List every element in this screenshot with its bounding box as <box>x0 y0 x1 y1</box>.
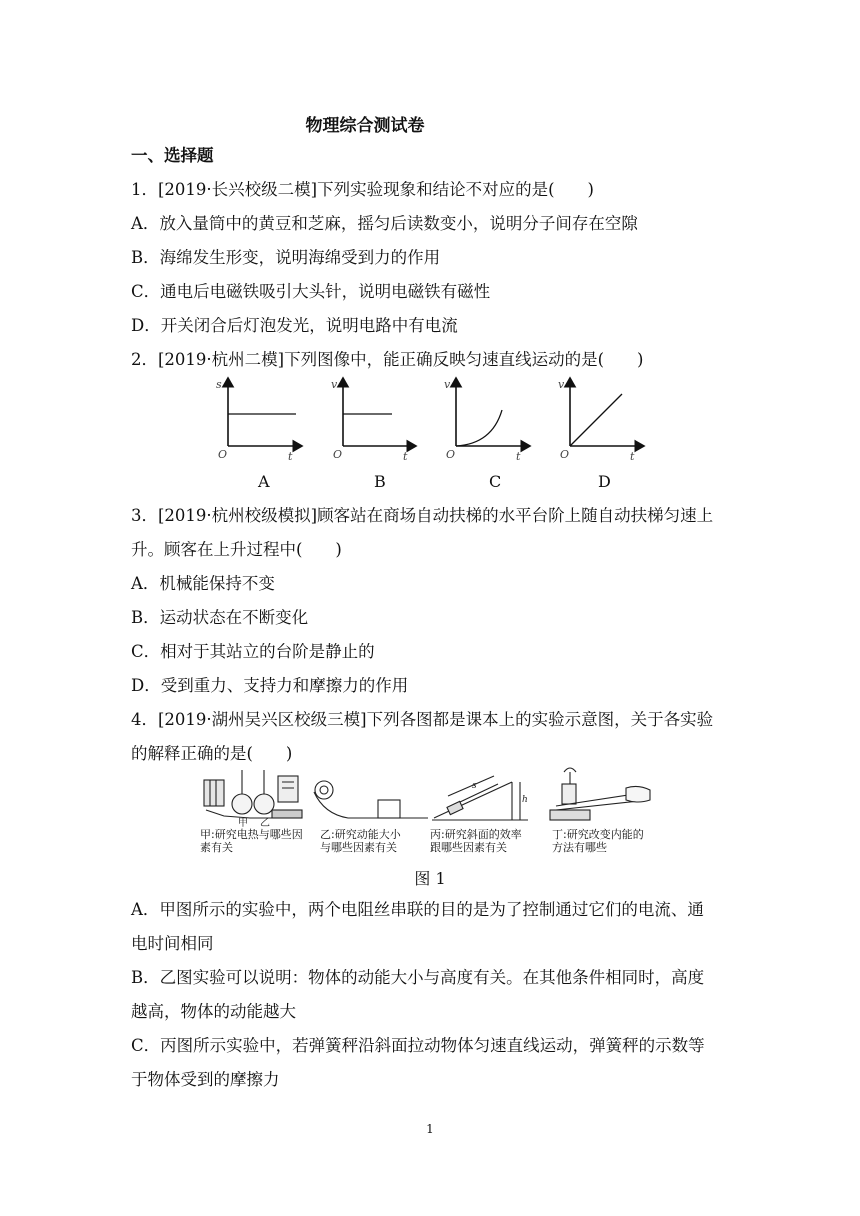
q3-option-d: D．受到重力、支持力和摩擦力的作用 <box>131 676 409 695</box>
q4-option-a-line1: A．甲图所示的实验中，两个电阻丝串联的目的是为了控制通过它们的电流、通 <box>131 900 704 919</box>
graph-a-x-label: t <box>288 450 293 463</box>
q4-option-c-line1: C．丙图所示实验中，若弹簧秤沿斜面拉动物体匀速直线运动，弹簧秤的示数等 <box>131 1036 705 1055</box>
q1-option-d: D．开关闭合后灯泡发光，说明电路中有电流 <box>131 316 458 335</box>
graph-d-x-label: t <box>630 450 635 463</box>
q3-option-a: A．机械能保持不变 <box>131 574 275 593</box>
figure-s-label: s <box>472 781 477 791</box>
q2-graphs <box>200 372 660 492</box>
graph-a-label: A <box>258 472 270 491</box>
q3-option-b: B．运动状态在不断变化 <box>131 608 309 627</box>
graph-c <box>444 378 530 463</box>
q4-stem-line2: 的解释正确的是( ) <box>131 744 293 763</box>
q4-figure <box>198 766 658 860</box>
figure-yi-caption: 乙:研究动能大小 与哪些因素有关 <box>320 828 401 854</box>
graph-d <box>558 378 644 463</box>
motion-graphs-svg <box>200 372 660 472</box>
q3-stem-line1: 3．[2019·杭州校级模拟]顾客站在商场自动扶梯的水平台阶上随自动扶梯匀速上 <box>131 506 714 525</box>
q4-option-a-line2: 电时间相同 <box>131 934 214 953</box>
q1-option-c: C．通电后电磁铁吸引大头针，说明电磁铁有磁性 <box>131 282 491 301</box>
q4-stem-line1: 4．[2019·湖州吴兴区校级三模]下列各图都是课本上的实验示意图，关于各实验 <box>131 710 714 729</box>
graph-c-y-label: v <box>444 378 451 391</box>
q4-option-b-line1: B．乙图实验可以说明：物体的动能大小与高度有关。在其他条件相同时，高度 <box>131 968 705 987</box>
graph-b-y-label: v <box>331 378 338 391</box>
figure-jia-caption: 甲:研究电热与哪些因 素有关 <box>200 828 303 854</box>
q1-stem: 1．[2019·长兴校级二模]下列实验现象和结论不对应的是( ) <box>131 180 594 199</box>
q2-stem: 2．[2019·杭州二模]下列图像中，能正确反映匀速直线运动的是( ) <box>131 350 644 369</box>
graph-c-x-label: t <box>516 450 521 463</box>
graph-c-origin: O <box>446 448 456 461</box>
graph-b-label: B <box>374 472 386 491</box>
section-heading: 一、选择题 <box>131 146 214 165</box>
graph-c-label: C <box>489 472 502 491</box>
figure-ding <box>550 768 650 820</box>
q4-option-c-line2: 于物体受到的摩擦力 <box>131 1070 280 1089</box>
graph-b-x-label: t <box>403 450 408 463</box>
graph-d-origin: O <box>560 448 570 461</box>
figure-ding-caption: 丁:研究改变内能的 方法有哪些 <box>552 828 644 854</box>
q1-option-a: A．放入量筒中的黄豆和芝麻，摇匀后读数变小，说明分子间存在空隙 <box>131 214 638 233</box>
q4-option-b-line2: 越高，物体的动能越大 <box>131 1002 296 1021</box>
graph-b <box>331 378 416 463</box>
figure-h-label: h <box>522 795 528 805</box>
q3-stem-line2: 升。顾客在上升过程中( ) <box>131 540 342 559</box>
graph-d-y-label: v <box>558 378 565 391</box>
figure-bing-caption: 丙:研究斜面的效率 跟哪些因素有关 <box>430 828 522 854</box>
figure-bing <box>432 776 528 820</box>
figure-yi-label: 乙 <box>260 818 270 829</box>
q1-option-b: B．海绵发生形变，说明海绵受到力的作用 <box>131 248 441 267</box>
figure-jia <box>204 770 302 829</box>
page-number: 1 <box>426 1122 434 1136</box>
figure-yi <box>314 781 428 818</box>
q3-option-c: C．相对于其站立的台阶是静止的 <box>131 642 375 661</box>
figure-caption: 图 1 <box>414 869 446 888</box>
figure-jia-label: 甲 <box>238 818 248 829</box>
page-title: 物理综合测试卷 <box>305 116 425 136</box>
graph-b-origin: O <box>333 448 343 461</box>
graph-a <box>216 378 302 463</box>
graph-a-origin: O <box>218 448 228 461</box>
graph-a-y-label: s <box>216 378 222 391</box>
graph-d-label: D <box>598 472 611 491</box>
